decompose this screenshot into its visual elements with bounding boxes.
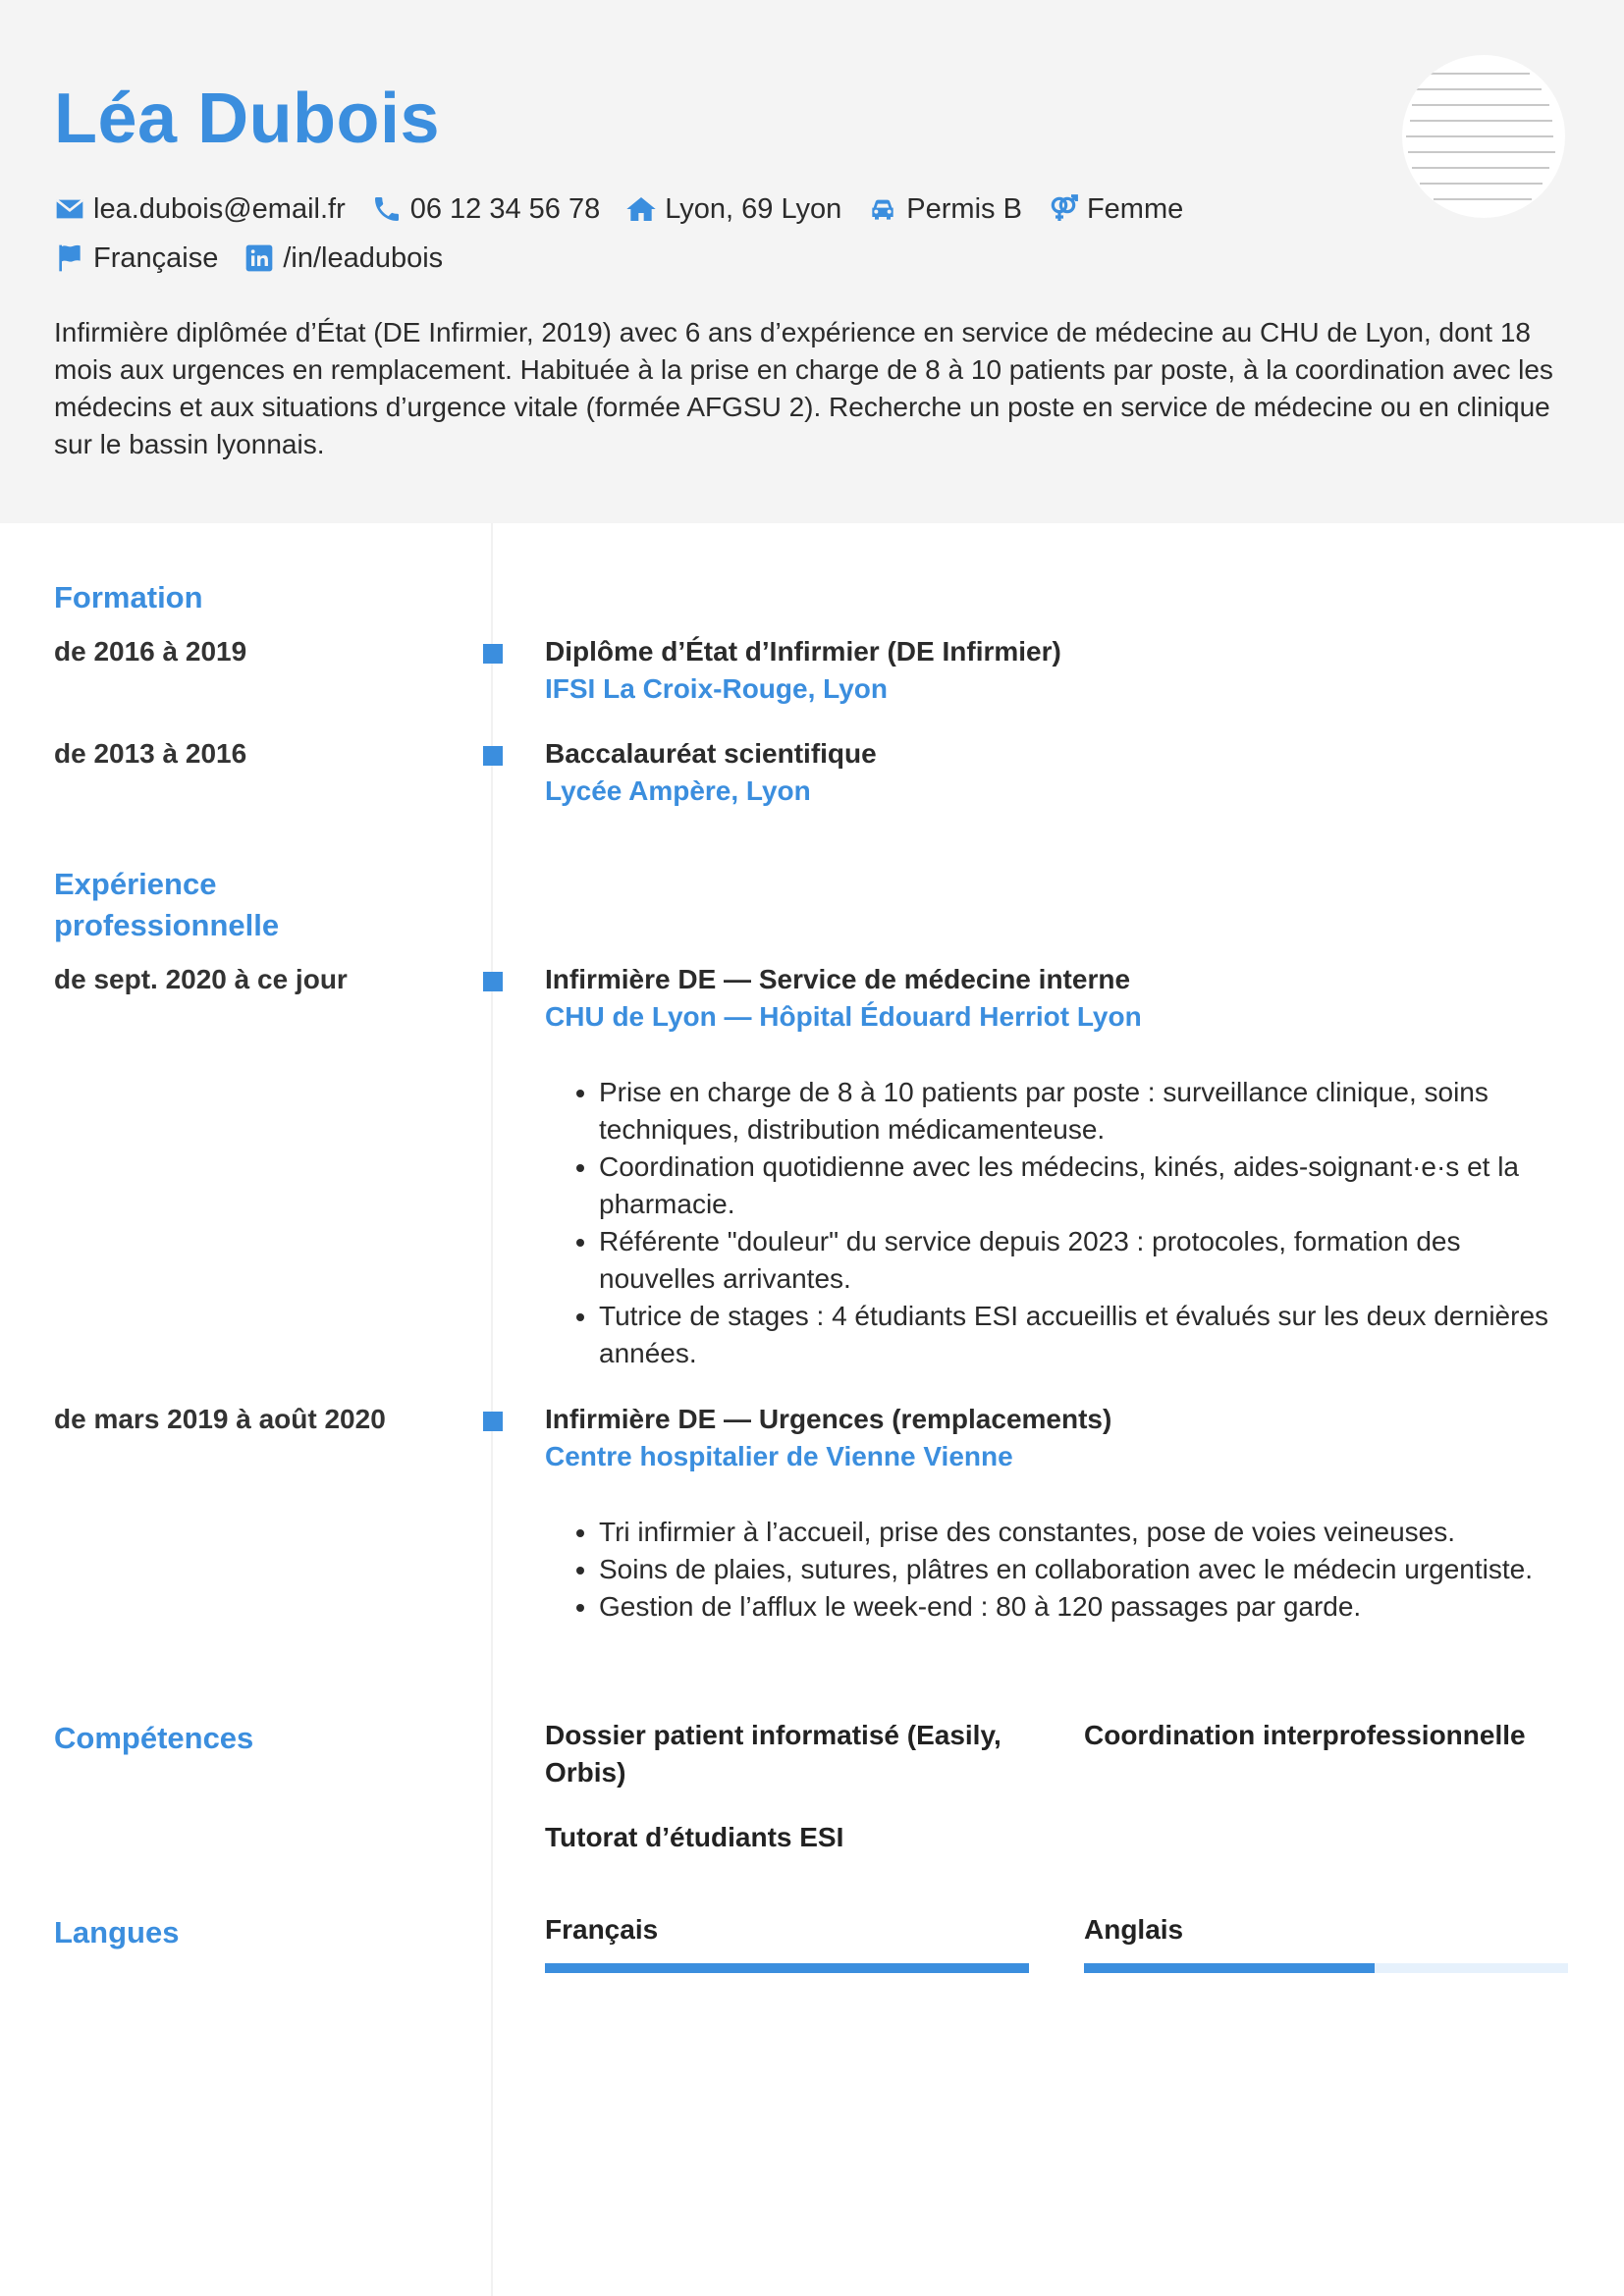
contact-gender-text: Femme — [1086, 192, 1184, 225]
contact-phone-text: 06 12 34 56 78 — [409, 192, 601, 225]
section-title-line: Expérience — [54, 867, 217, 901]
list-item: • Prise en charge de 8 à 10 patients par poste : surveillance clinique, soins techniques, distribution médicamenteuse. — [599, 1074, 1581, 1148]
envelope-icon — [54, 193, 85, 225]
experience-date: de sept. 2020 à ce jour — [54, 964, 348, 994]
formation-school: Lycée Ampère, Lyon — [545, 775, 811, 806]
experience-date: de mars 2019 à août 2020 — [54, 1404, 386, 1434]
list-item: • Gestion de l’afflux le week-end : 80 à 120 passages par garde. — [599, 1588, 1581, 1626]
language-level-fill — [1084, 1963, 1375, 1973]
section-title-languages: Langues — [54, 1915, 180, 1949]
timeline-marker — [483, 972, 503, 991]
gender-icon — [1048, 193, 1079, 225]
section-title-formation: Formation — [54, 580, 203, 614]
formation-title: Baccalauréat scientifique — [545, 738, 877, 769]
experience-tasks — [599, 1074, 1581, 1372]
list-item: • Référente "douleur" du service depuis 2023 : protocoles, formation des nouvelles arrivantes. — [599, 1223, 1581, 1298]
formation-title: Diplôme d’État d’Infirmier (DE Infirmier) — [545, 636, 1061, 667]
timeline-marker — [483, 644, 503, 664]
contact-info — [54, 185, 1330, 283]
list-item: • Tri infirmier à l’accueil, prise des constantes, pose de voies veineuses. — [599, 1514, 1581, 1551]
contact-nationality — [54, 242, 218, 275]
skill-item: Tutorat d’étudiants ESI — [545, 1822, 844, 1852]
contact-linkedin[interactable] — [244, 242, 443, 275]
experience-employer: CHU de Lyon — Hôpital Édouard Herriot Lyon — [545, 1001, 1142, 1032]
formation-date: de 2013 à 2016 — [54, 738, 247, 769]
skill-item: Coordination interprofessionnelle — [1084, 1720, 1526, 1750]
timeline-marker — [483, 1412, 503, 1431]
candidate-name: Léa Dubois — [54, 80, 441, 158]
column-divider — [491, 523, 493, 2296]
timeline-marker — [483, 746, 503, 766]
skill-item: Dossier patient informatisé (Easily, Orbis) — [545, 1720, 1001, 1788]
home-icon — [625, 193, 657, 225]
language-level-fill — [545, 1963, 1029, 1973]
flag-icon — [54, 242, 85, 274]
experience-title: Infirmière DE — Urgences (remplacements) — [545, 1404, 1112, 1434]
language-name: Français — [545, 1914, 659, 1945]
car-icon — [867, 193, 898, 225]
experience-employer: Centre hospitalier de Vienne Vienne — [545, 1441, 1013, 1471]
contact-address — [625, 193, 841, 226]
experience-tasks — [599, 1514, 1581, 1626]
language-level-bar — [1084, 1963, 1568, 1973]
contact-license — [867, 193, 1022, 226]
contact-address-text: Lyon, 69 Lyon — [665, 192, 842, 225]
profile-summary: Infirmière diplômée d’État (DE Infirmier, 2019) avec 6 ans d’expérience en service de médecine au CHU de Lyon, dont 18 mois aux urgences en remplacement. Habituée à la prise en charge de 8 à 10 patients par poste, à la coordination avec les médecins et aux situations d’urgence vitale (formée AFGSU 2). Recherche un poste en service de médecine ou en clinique sur le bassin lyonnais. — [54, 317, 1553, 459]
profile-photo — [1402, 55, 1565, 218]
section-title-experience — [54, 864, 279, 946]
experience-title: Infirmière DE — Service de médecine interne — [545, 964, 1131, 994]
formation-school: IFSI La Croix-Rouge, Lyon — [545, 673, 888, 704]
phone-icon — [371, 193, 403, 225]
contact-gender — [1048, 193, 1183, 226]
language-name: Anglais — [1084, 1914, 1184, 1945]
contact-nationality-text: Française — [93, 241, 219, 274]
contact-email-text: lea.dubois@email.fr — [93, 192, 346, 225]
linkedin-icon — [244, 242, 275, 274]
list-item: • Tutrice de stages : 4 étudiants ESI accueillis et évalués sur les deux dernières années. — [599, 1298, 1581, 1372]
language-level-bar — [545, 1963, 1029, 1973]
contact-license-text: Permis B — [906, 192, 1022, 225]
contact-phone[interactable] — [371, 193, 601, 226]
contact-linkedin-text: /in/leadubois — [283, 241, 444, 274]
list-item: • Coordination quotidienne avec les médecins, kinés, aides-soignant·e·s et la pharmacie. — [599, 1148, 1581, 1223]
list-item: • Soins de plaies, sutures, plâtres en collaboration avec le médecin urgentiste. — [599, 1551, 1581, 1588]
section-title-line: professionnelle — [54, 908, 280, 942]
section-title-skills: Compétences — [54, 1721, 254, 1755]
formation-date: de 2016 à 2019 — [54, 636, 247, 667]
contact-email[interactable] — [54, 193, 346, 226]
